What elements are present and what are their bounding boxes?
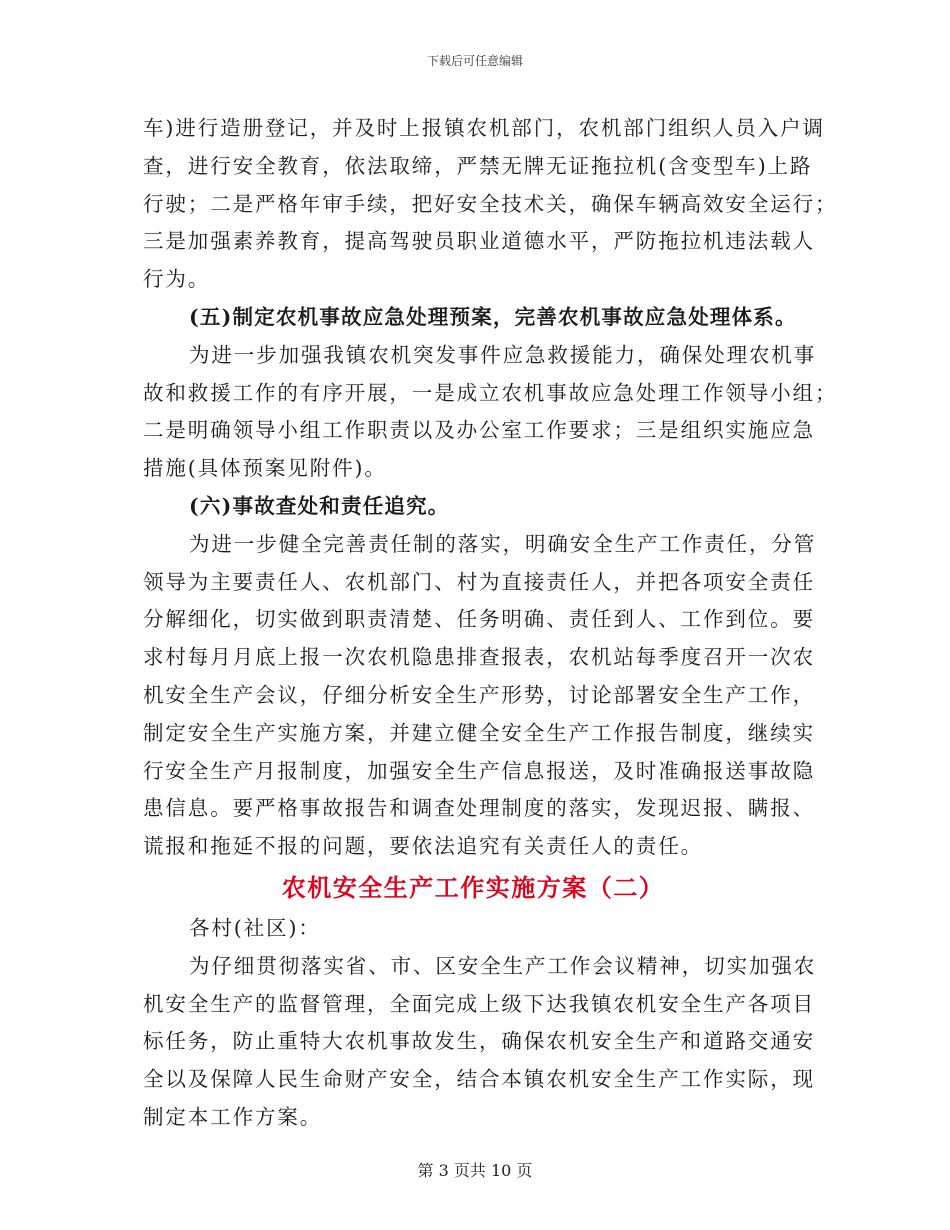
paragraph-d (143, 948, 817, 1137)
section-heading-5: (五)制定农机事故应急处理预案，完善农机事故应急处理体系。 (189, 304, 797, 329)
text-line: 行安全生产月报制度，加强安全生产信息报送，及时准确报送事故隐 (143, 758, 815, 783)
text-line: 制定安全生产实施方案，并建立健全安全生产工作报告制度，继续实 (143, 720, 815, 745)
text-line: 为进一步加强我镇农机突发事件应急救援能力，确保处理农机事 (189, 342, 817, 367)
text-line: 行驶；二是严格年审手续，把好安全技术关，确保车辆高效安全运行； (143, 191, 838, 216)
text-line: 分解细化，切实做到职责清楚、任务明确、责任到人、工作到位。要 (143, 607, 815, 632)
text-line: 全以及保障人民生命财产安全，结合本镇农机安全生产工作实际，现 (143, 1067, 815, 1092)
section-heading-6: (六)事故查处和责任追究。 (189, 493, 450, 518)
text-line: 二是明确领导小组工作职责以及办公室工作要求；三是组织实施应急 (143, 418, 815, 443)
text-line: 为仔细贯彻落实省、市、区安全生产工作会议精神，切实加强农 (189, 953, 817, 978)
text-line: 车)进行造册登记，并及时上报镇农机部门，农机部门组织人员入户调 (143, 116, 825, 140)
text-line: 谎报和拖延不报的问题，要依法追究有关责任人的责任。 (143, 834, 703, 859)
text-line: 行为。 (143, 267, 211, 292)
text-line: 机安全生产的监督管理，全面完成上级下达我镇农机安全生产各项目 (143, 991, 815, 1016)
text-line: 三是加强素养教育，提高驾驶员职业道德水平，严防拖拉机违法载人 (143, 229, 815, 254)
paragraph-b (143, 337, 838, 488)
text-line: 制定本工作方案。 (143, 1104, 323, 1129)
paragraph-a (143, 110, 838, 299)
salutation: 各村(社区)： (189, 915, 321, 940)
text-line: 标任务，防止重特大农机事故发生，确保农机安全生产和道路交通安 (143, 1029, 815, 1054)
text-line: 故和救援工作的有序开展，一是成立农机事故应急处理工作领导小组； (143, 380, 838, 405)
page-header: 下载后可任意编辑 (426, 54, 523, 68)
text-line: 患信息。要严格事故报告和调查处理制度的落实，发现迟报、瞒报、 (143, 796, 815, 821)
text-line: 措施(具体预案见附件)。 (143, 456, 387, 481)
text-line: 机安全生产会议，仔细分析安全生产形势，讨论部署安全生产工作， (143, 682, 815, 707)
text-line: 求村每月月底上报一次农机隐患排查报表，农机站每季度召开一次农 (143, 645, 815, 670)
document-body (143, 110, 838, 1137)
text-line: 查，进行安全教育，依法取缔，严禁无牌无证拖拉机(含变型车)上路 (143, 153, 813, 178)
page-footer: 第 3 页共 10 页 (417, 1161, 533, 1180)
section-title: 农机安全生产工作实施方案（二） (281, 872, 665, 902)
paragraph-c (143, 526, 817, 866)
text-line: 领导为主要责任人、农机部门、村为直接责任人，并把各项安全责任 (143, 569, 815, 594)
text-line: 为进一步健全完善责任制的落实，明确安全生产工作责任，分管 (189, 531, 817, 556)
